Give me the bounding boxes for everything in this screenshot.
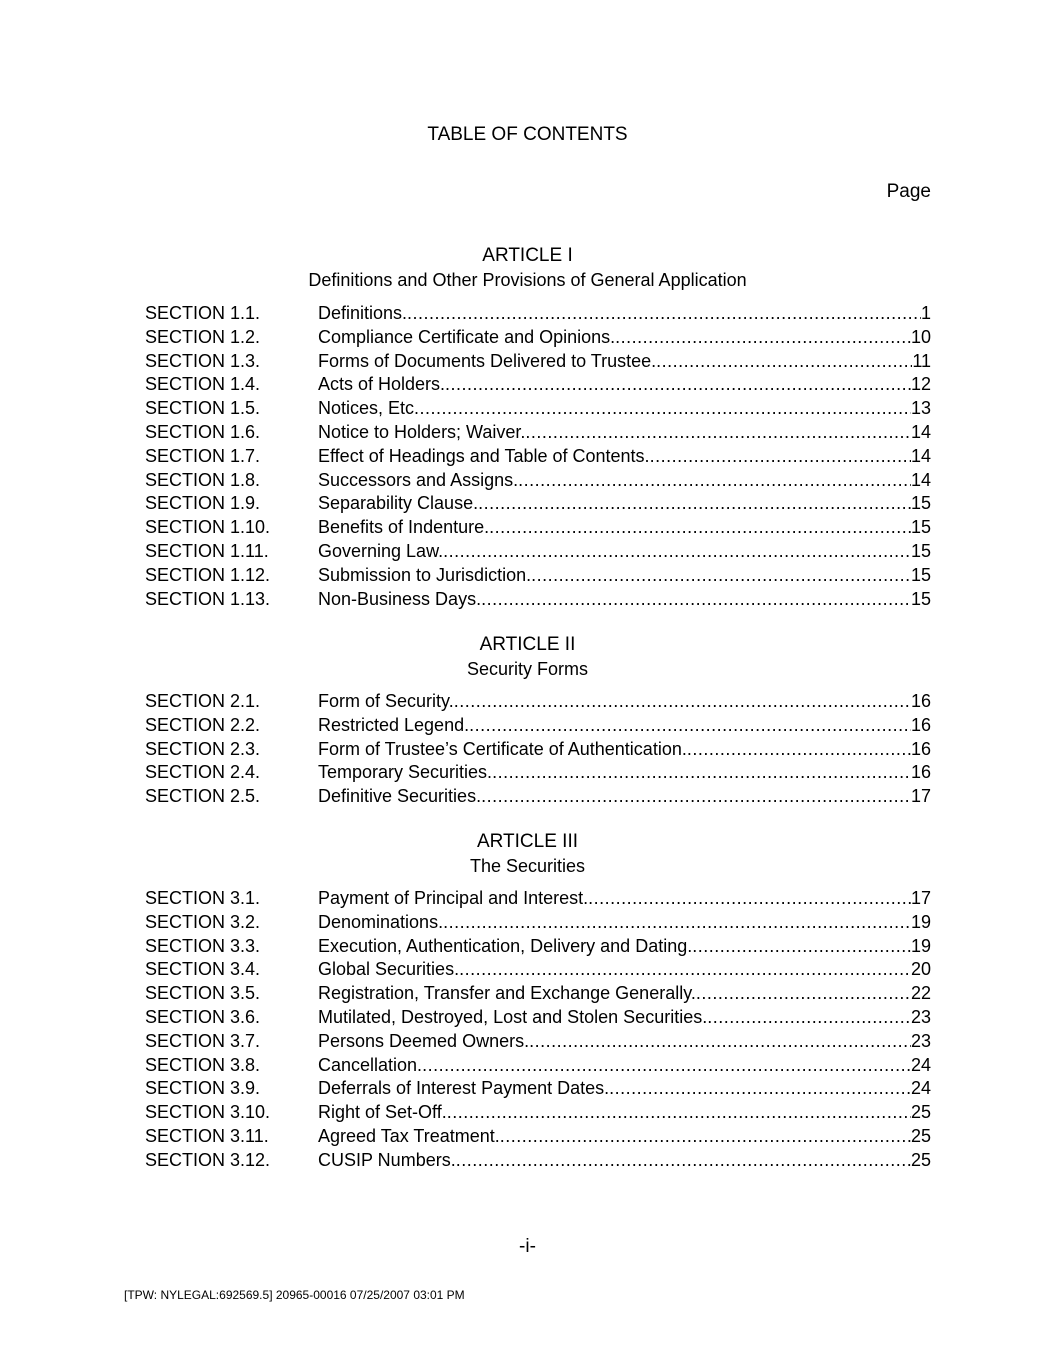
page-reference: 23: [910, 1006, 931, 1027]
section-number: SECTION 1.12.: [145, 564, 271, 585]
dot-leader: [500, 1125, 911, 1149]
section-number: SECTION 1.10.: [145, 517, 271, 538]
article-subtitle: The Securities: [469, 856, 586, 876]
toc-entry[interactable]: [145, 1149, 931, 1173]
section-title: Acts of Holders.: [318, 374, 446, 395]
page-reference: 24: [910, 1078, 931, 1099]
page-reference: 25: [910, 1102, 931, 1123]
dot-leader: [443, 911, 911, 935]
dot-leader: [414, 397, 911, 421]
toc-entry[interactable]: [145, 326, 931, 350]
article-3-header: [0, 829, 1055, 877]
toc-entry[interactable]: [145, 588, 931, 612]
toc-entry[interactable]: [145, 373, 931, 397]
page-reference: 14: [910, 469, 931, 490]
dot-leader: [492, 761, 911, 785]
section-number: SECTION 1.13.: [145, 588, 271, 609]
page-reference: 22: [910, 983, 931, 1004]
section-title: Forms of Documents Delivered to Trustee.: [318, 350, 657, 371]
section-title: Non-Business Days.: [318, 588, 482, 609]
dot-leader: [609, 1077, 911, 1101]
page-reference: 24: [910, 1054, 931, 1075]
page-reference: 19: [910, 911, 931, 932]
dot-leader: [518, 469, 911, 493]
page-reference: 14: [910, 445, 931, 466]
section-number: SECTION 3.4.: [145, 959, 261, 980]
section-number: SECTION 1.7.: [145, 445, 261, 466]
page-reference: 15: [910, 588, 931, 609]
section-title: Compliance Certificate and Opinions.: [318, 326, 616, 347]
section-title: Effect of Headings and Table of Contents.: [318, 445, 650, 466]
dot-leader: [696, 982, 911, 1006]
dot-leader: [650, 445, 911, 469]
page-reference: 16: [910, 762, 931, 783]
page-reference: 25: [910, 1125, 931, 1146]
dot-leader: [525, 421, 911, 445]
page-reference: 25: [910, 1149, 931, 1170]
section-number: SECTION 1.4.: [145, 374, 261, 395]
toc-entry[interactable]: [145, 1125, 931, 1149]
section-title: Governing Law.: [318, 540, 444, 561]
section-title: Payment of Principal and Interest.: [318, 888, 589, 908]
toc-entry[interactable]: [145, 690, 931, 714]
section-number: SECTION 3.7.: [145, 1030, 261, 1051]
article-2-header: [0, 632, 1055, 680]
section-title: Definitions.: [318, 303, 408, 323]
section-number: SECTION 3.11.: [145, 1125, 269, 1146]
section-number: SECTION 1.8.: [145, 469, 261, 490]
section-title: Denominations.: [318, 911, 444, 932]
section-title: Definitive Securities.: [318, 786, 482, 807]
section-number: SECTION 2.4.: [145, 762, 261, 783]
page-reference: 12: [910, 374, 931, 395]
section-title: Form of Security.: [318, 691, 454, 711]
article-1-sections: [145, 302, 931, 611]
dot-leader: [692, 935, 911, 959]
section-number: SECTION 2.3.: [145, 738, 261, 759]
section-number: SECTION 3.2.: [145, 911, 261, 932]
document-footer: [TPW: NYLEGAL:692569.5] 20965-00016 07/25/2007 03:01 PM: [124, 1288, 465, 1302]
toc-entry[interactable]: [145, 738, 931, 762]
toc-entry[interactable]: [145, 761, 931, 785]
dot-leader: [469, 714, 911, 738]
page-reference: 15: [910, 564, 931, 585]
section-number: SECTION 1.2.: [145, 326, 261, 347]
section-title: Successors and Assigns.: [318, 469, 519, 490]
section-number: SECTION 1.11.: [145, 540, 269, 561]
toc-entry[interactable]: [145, 1006, 931, 1030]
page-reference: 16: [910, 714, 931, 735]
page-reference: 19: [910, 935, 931, 956]
section-title: Notices, Etc: [318, 398, 415, 419]
section-title: Cancellation.: [318, 1054, 423, 1075]
dot-leader: [443, 540, 911, 564]
dot-leader: [456, 1149, 911, 1173]
page-reference: 17: [910, 888, 931, 908]
toc-entry[interactable]: [145, 564, 931, 588]
section-number: SECTION 3.8.: [145, 1054, 261, 1075]
page-column-label: Page: [886, 181, 931, 202]
section-title: Temporary Securities.: [318, 762, 493, 783]
page-reference: 1: [920, 303, 931, 323]
article-subtitle: Security Forms: [466, 659, 589, 679]
page-reference: 15: [910, 517, 931, 538]
section-number: SECTION 3.3.: [145, 935, 261, 956]
section-number: SECTION 2.5.: [145, 786, 261, 807]
section-title: Mutilated, Destroyed, Lost and Stolen Securities.: [318, 1006, 708, 1027]
dot-leader: [445, 373, 911, 397]
section-number: SECTION 1.5.: [145, 398, 261, 419]
dot-leader: [454, 690, 911, 714]
section-title: Agreed Tax Treatment.: [318, 1125, 500, 1146]
toc-entry[interactable]: [145, 1030, 931, 1054]
section-number: SECTION 3.5.: [145, 983, 261, 1004]
section-number: SECTION 3.1.: [145, 888, 261, 908]
section-title: CUSIP Numbers.: [318, 1149, 456, 1170]
section-number: SECTION 2.1.: [145, 691, 261, 711]
page-reference: 13: [910, 398, 931, 419]
toc-entry[interactable]: [145, 785, 931, 809]
section-title: Benefits of Indenture.: [318, 517, 490, 538]
dot-leader: [615, 326, 911, 350]
dot-leader: [588, 887, 911, 911]
toc-entry[interactable]: [145, 421, 931, 445]
toc-entry[interactable]: [145, 935, 931, 959]
dot-leader: [459, 958, 911, 982]
toc-entry[interactable]: [145, 350, 931, 374]
article-heading: ARTICLE II: [479, 634, 576, 655]
section-title: Persons Deemed Owners.: [318, 1030, 530, 1051]
page-reference: 14: [910, 421, 931, 442]
page-reference: 23: [910, 1030, 931, 1051]
dot-leader: [489, 516, 911, 540]
section-title: Restricted Legend.: [318, 714, 470, 735]
section-number: SECTION 1.9.: [145, 493, 261, 514]
dot-leader: [447, 1101, 911, 1125]
section-number: SECTION 1.6.: [145, 421, 261, 442]
toc-entry[interactable]: [145, 302, 931, 326]
section-number: SECTION 3.10.: [145, 1102, 271, 1123]
dot-leader: [687, 738, 911, 762]
section-number: SECTION 3.6.: [145, 1006, 261, 1027]
dot-leader: [656, 350, 912, 374]
section-title: Submission to Jurisdiction.: [318, 564, 532, 585]
toc-entry[interactable]: [145, 1077, 931, 1101]
toc-entry[interactable]: [145, 982, 931, 1006]
dot-leader: [529, 1030, 911, 1054]
dot-leader: [481, 785, 911, 809]
section-title: Execution, Authentication, Delivery and Dating.: [318, 935, 693, 956]
article-1-header: [0, 243, 1055, 291]
section-number: SECTION 1.1.: [145, 303, 261, 323]
toc-entry[interactable]: [145, 714, 931, 738]
section-title: Right of Set-Off.: [318, 1102, 447, 1123]
dot-leader: [531, 564, 911, 588]
article-heading: ARTICLE III: [476, 831, 578, 852]
toc-entry[interactable]: [145, 516, 931, 540]
toc-entry[interactable]: [145, 397, 931, 421]
toc-entry[interactable]: [145, 1054, 931, 1078]
dot-leader: [407, 302, 921, 326]
dot-leader: [478, 492, 911, 516]
article-subtitle: Definitions and Other Provisions of General Application: [308, 270, 747, 290]
toc-entry[interactable]: [145, 887, 931, 911]
page-reference: 17: [910, 786, 931, 807]
page-reference: 16: [910, 691, 931, 711]
section-number: SECTION 3.9.: [145, 1078, 261, 1099]
page-reference: 16: [910, 738, 931, 759]
section-number: SECTION 3.12.: [145, 1149, 271, 1170]
section-title: Global Securities.: [318, 959, 460, 980]
toc-entry[interactable]: [145, 540, 931, 564]
page-reference: 10: [910, 326, 931, 347]
toc-entry[interactable]: [145, 958, 931, 982]
toc-entry[interactable]: [145, 911, 931, 935]
page-reference: 11: [912, 350, 931, 371]
page-reference: 20: [910, 959, 931, 980]
section-title: Notice to Holders; Waiver.: [318, 421, 526, 442]
article-heading: ARTICLE I: [482, 245, 573, 266]
article-2-sections: [145, 690, 931, 809]
dot-leader: [481, 588, 911, 612]
dot-leader: [707, 1006, 911, 1030]
toc-entry[interactable]: [145, 445, 931, 469]
toc-entry[interactable]: [145, 469, 931, 493]
section-number: SECTION 2.2.: [145, 714, 261, 735]
toc-entry[interactable]: [145, 1101, 931, 1125]
toc-entry[interactable]: [145, 492, 931, 516]
page-reference: 15: [910, 540, 931, 561]
section-title: Form of Trustee’s Certificate of Authentication.: [318, 738, 687, 759]
page-number: -i-: [519, 1236, 536, 1257]
article-3-sections: [145, 887, 931, 1173]
section-title: Deferrals of Interest Payment Dates.: [318, 1078, 610, 1099]
section-number: SECTION 1.3.: [145, 350, 261, 371]
section-title: Separability Clause.: [318, 493, 479, 514]
page-reference: 15: [910, 493, 931, 514]
section-title: Registration, Transfer and Exchange Generally.: [318, 983, 696, 1004]
dot-leader: [422, 1054, 911, 1078]
toc-title: TABLE OF CONTENTS: [427, 124, 628, 145]
